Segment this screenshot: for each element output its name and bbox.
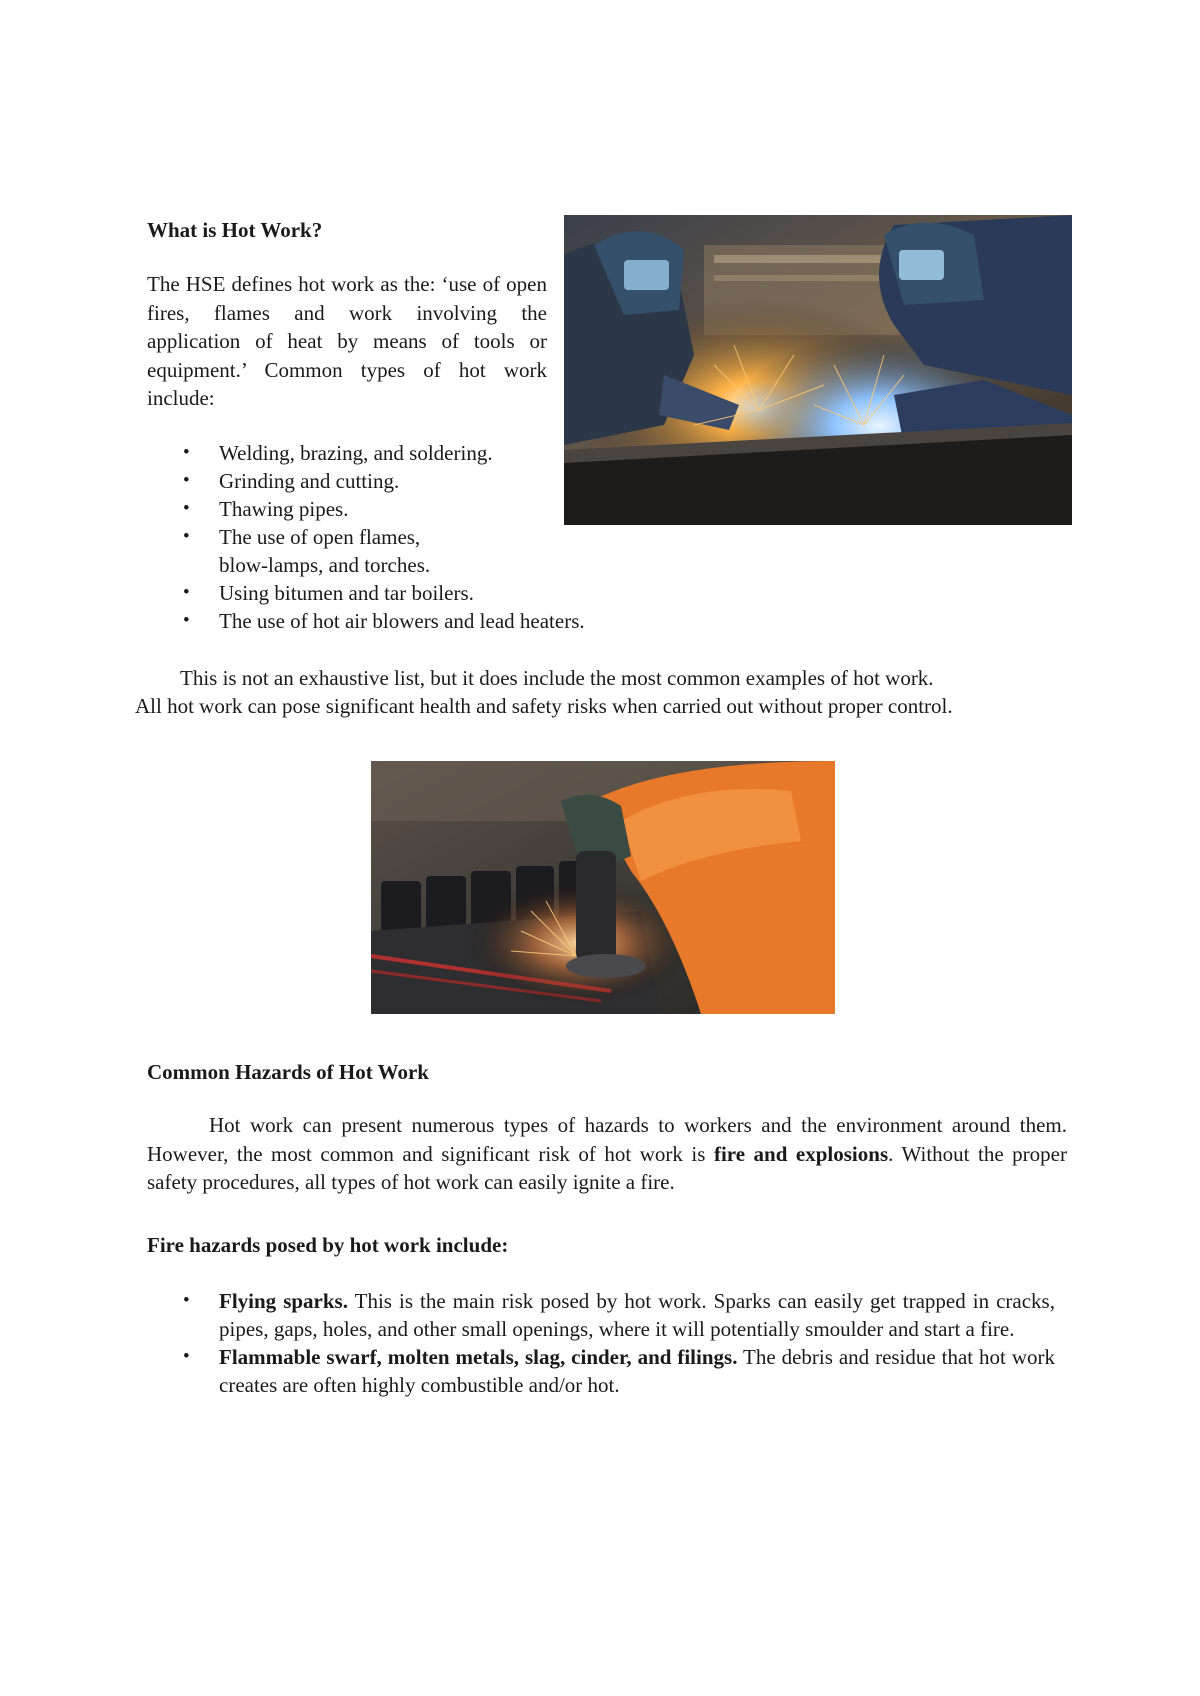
hazards-paragraph	[147, 1111, 1067, 1197]
list-item	[147, 1287, 1055, 1343]
intro-paragraph: The HSE defines hot work as the: ‘use of open fires, flames and work involving the application of heat by means of tools or equipment.’ Common types of hot work include:	[147, 272, 547, 410]
section-heading-common-hazards: Common Hazards of Hot Work	[147, 1060, 429, 1084]
list-item	[147, 1343, 1055, 1399]
section-heading-fire-hazards: Fire hazards posed by hot work include:	[147, 1233, 509, 1257]
summary-line-1: This is not an exhaustive list, but it does include the most common examples of hot work.	[180, 666, 934, 690]
list-item: • Grinding and cutting.	[147, 467, 707, 495]
list-item-text: This is the main risk posed by hot work. Sparks can easily get trapped in cracks, pipes, gaps, holes, and other small openings, where it will potentially smoulder and start a fire.	[219, 1289, 1055, 1341]
grinding-photo	[371, 761, 835, 1014]
summary-line-2: All hot work can pose significant health and safety risks when carried out without proper control.	[135, 694, 953, 718]
list-item: • Welding, brazing, and soldering.	[147, 439, 707, 467]
list-item: • Using bitumen and tar boilers.	[147, 579, 707, 607]
list-item-bold: Flammable swarf, molten metals, slag, cinder, and filings.	[219, 1345, 738, 1369]
fire-hazards-list	[147, 1287, 1055, 1399]
list-item-bold: Flying sparks.	[219, 1289, 348, 1313]
hazards-text-bold: fire and explosions	[713, 1141, 889, 1166]
welding-photo	[564, 215, 1072, 525]
list-item: • Thawing pipes.	[147, 495, 707, 523]
hazards-text-2: . Without the proper safety procedures, all types of hot work can easily ignite a fire.	[147, 1141, 1067, 1194]
hazards-text-1: Hot work can present numerous types of hazards to workers and the environment around them. However, the most common and significant risk of hot work is	[147, 1113, 1067, 1166]
list-item-text: The debris and residue that hot work creates are often highly combustible and/or hot.	[219, 1345, 1055, 1397]
section-heading-what-is-hot-work: What is Hot Work?	[147, 218, 323, 242]
list-item: • The use of open flames, blow-lamps, and torches.	[147, 523, 449, 579]
list-item: • The use of hot air blowers and lead heaters.	[147, 607, 707, 635]
